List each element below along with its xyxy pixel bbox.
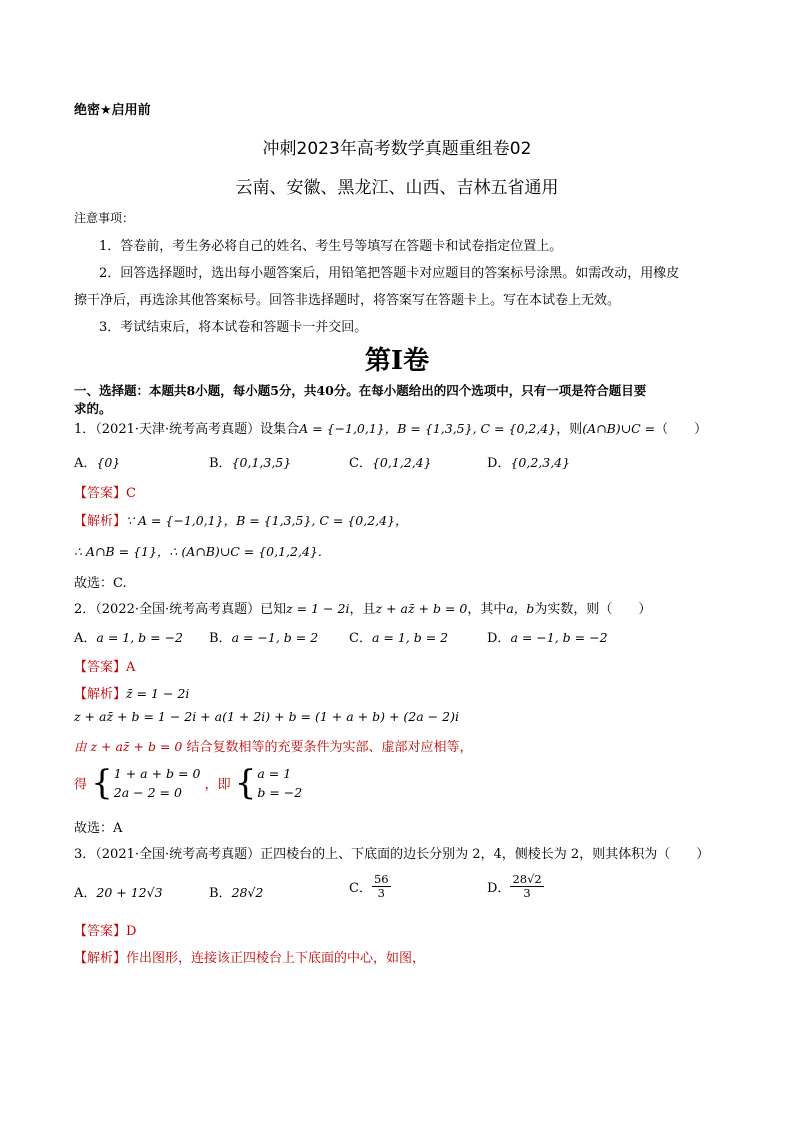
question-2-analysis-1: 【解析】z̄ = 1 − 2i	[74, 686, 190, 702]
question-2-answer: 【答案】A	[74, 660, 136, 675]
notes-heading: 注意事项：	[74, 211, 135, 225]
question-1-option-d: D．{0,2,3,4}	[487, 455, 571, 471]
question-1-option-c: C．{0,1,2,4}	[349, 455, 432, 471]
note-item-1: 1．答卷前，考生务必将自己的姓名、考生号等填写在答题卡和试卷指定位置上。	[99, 239, 563, 254]
question-1-choose: 故选：C.	[74, 576, 127, 591]
question-2-analysis-2: z + az̄ + b = 1 − 2i + a(1 + 2i) + b = (1 + a + b) + (2a − 2)i	[74, 709, 459, 724]
section-heading: 一、选择题：本题共8小题，每小题5分，共40分。在每小题给出的四个选项中，只有一项是符合题目要	[74, 383, 647, 398]
question-2-option-b: B．a = −1, b = 2	[209, 630, 319, 646]
question-2-choose: 故选：A	[74, 821, 123, 836]
question-2-stem: 2．（2022·全国·统考高考真题）已知z = 1 − 2i，且z + az̄ + b = 0，其中a，b为实数，则（ ）	[74, 601, 652, 617]
question-1-answer: 【答案】C	[74, 486, 136, 501]
question-3-stem: 3．（2021·全国·统考高考真题）正四棱台的上、下底面的边长分别为 2，4，侧棱长为 2，则其体积为（ ）	[74, 847, 710, 862]
question-1-analysis-1: 【解析】∵ A = {−1,0,1}，B = {1,3,5}, C = {0,2,4}，	[74, 513, 408, 529]
question-2-option-d: D．a = −1, b = −2	[487, 630, 608, 646]
question-1-analysis-2: ∴ A∩B = {1}，∴ (A∩B)∪C = {0,1,2,4}.	[74, 544, 322, 559]
confidential-label: 绝密★启用前	[74, 103, 151, 118]
question-2-option-c: C．a = 1, b = 2	[349, 630, 449, 646]
question-3-option-a: A．20 + 12√3	[74, 885, 163, 901]
question-1-stem: 1．（2021·天津·统考高考真题）设集合A = {−1,0,1}，B = {1,3,5}, C = {0,2,4}，则(A∩B)∪C =（ ）	[74, 421, 708, 437]
paper-title: 冲刺2023年高考数学真题重组卷02	[262, 139, 532, 159]
question-1-option-b: B．{0,1,3,5}	[209, 455, 292, 471]
paper-subtitle: 云南、安徽、黑龙江、山西、吉林五省通用	[235, 178, 559, 198]
question-1-option-a: A．{0}	[74, 455, 121, 471]
volume-title: 第I卷	[364, 346, 430, 376]
question-3-option-d: D． $\frac{28√2}{3}$	[487, 872, 542, 900]
section-heading-cont: 求的。	[74, 401, 112, 416]
note-item-3: 3．考试结束后，将本试卷和答题卡一并交回。	[99, 320, 368, 335]
question-3-analysis: 【解析】作出图形，连接该正四棱台上下底面的中心，如图，	[74, 951, 426, 966]
note-item-2: 2．回答选择题时，选出每小题答案后，用铅笔把答题卡对应题目的答案标号涂黑。如需改动，用橡皮	[99, 266, 680, 281]
question-2-system: 得 { 1 + a + b = 0 2a − 2 = 0 ，即 { a = 1 b = −2	[74, 763, 303, 803]
note-item-2-cont: 擦干净后，再选涂其他答案标号。回答非选择题时，将答案写在答题卡上。写在本试卷上无效。	[74, 293, 621, 308]
question-2-analysis-3: 由 z + az̄ + b = 0 结合复数相等的充要条件为实部、虚部对应相等，	[74, 739, 473, 755]
question-3-option-b: B．28√2	[209, 885, 264, 901]
question-3-option-c: C． $\frac{56}{3}$	[349, 872, 389, 900]
question-3-answer: 【答案】D	[74, 924, 137, 939]
question-2-option-a: A．a = 1, b = −2	[74, 630, 184, 646]
